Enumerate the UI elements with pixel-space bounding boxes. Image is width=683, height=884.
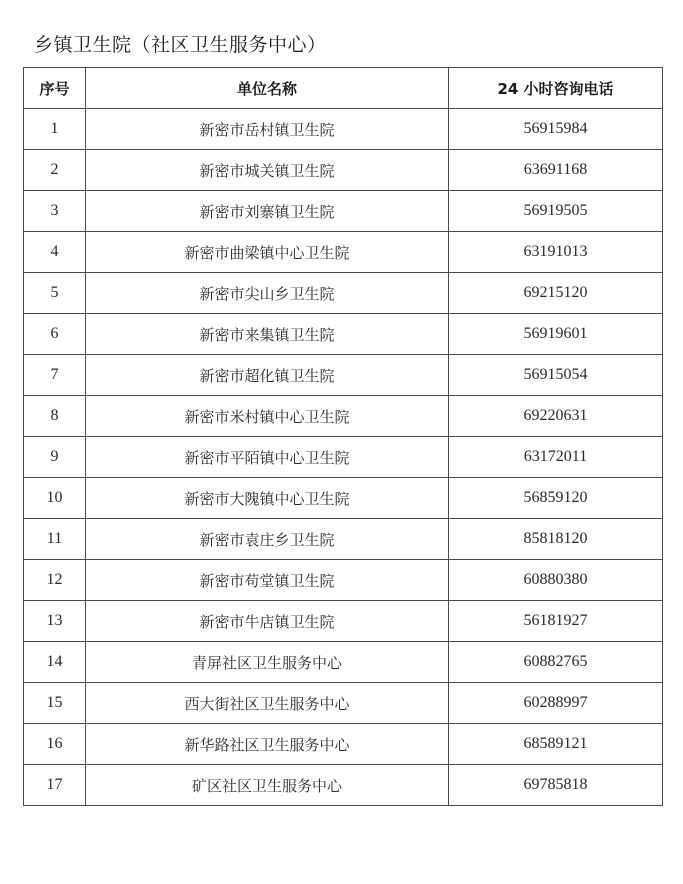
phone-number: 63172011 — [449, 437, 663, 478]
unit-name: 矿区社区卫生服务中心 — [86, 765, 449, 806]
unit-name: 新密市刘寨镇卫生院 — [86, 191, 449, 232]
unit-name: 新密市尖山乡卫生院 — [86, 273, 449, 314]
unit-name: 新密市岳村镇卫生院 — [86, 109, 449, 150]
header-row — [24, 68, 663, 109]
row-number: 6 — [24, 314, 86, 355]
phone-number: 69215120 — [449, 273, 663, 314]
phone-number: 56919505 — [449, 191, 663, 232]
row-number: 3 — [24, 191, 86, 232]
phone-number: 56919601 — [449, 314, 663, 355]
phone-number: 85818120 — [449, 519, 663, 560]
unit-name: 新密市来集镇卫生院 — [86, 314, 449, 355]
row-number: 11 — [24, 519, 86, 560]
unit-name: 新华路社区卫生服务中心 — [86, 724, 449, 765]
phone-number: 69220631 — [449, 396, 663, 437]
unit-name: 青屏社区卫生服务中心 — [86, 642, 449, 683]
row-number: 15 — [24, 683, 86, 724]
row-number: 7 — [24, 355, 86, 396]
table-row — [24, 150, 663, 191]
table-row — [24, 642, 663, 683]
table-row — [24, 396, 663, 437]
table-row — [24, 601, 663, 642]
table-row — [24, 355, 663, 396]
phone-number: 63691168 — [449, 150, 663, 191]
phone-number: 60880380 — [449, 560, 663, 601]
unit-name: 新密市大隗镇中心卫生院 — [86, 478, 449, 519]
column-header-name: 单位名称 — [86, 68, 449, 109]
phone-number: 56859120 — [449, 478, 663, 519]
phone-number: 60288997 — [449, 683, 663, 724]
unit-name: 西大街社区卫生服务中心 — [86, 683, 449, 724]
phone-number: 56915984 — [449, 109, 663, 150]
table-row — [24, 560, 663, 601]
table-row — [24, 191, 663, 232]
row-number: 5 — [24, 273, 86, 314]
row-number: 17 — [24, 765, 86, 806]
table-row — [24, 683, 663, 724]
table-row — [24, 478, 663, 519]
unit-name: 新密市曲梁镇中心卫生院 — [86, 232, 449, 273]
unit-name: 新密市牛店镇卫生院 — [86, 601, 449, 642]
row-number: 13 — [24, 601, 86, 642]
page-title: 乡镇卫生院（社区卫生服务中心） — [34, 34, 327, 56]
phone-number: 69785818 — [449, 765, 663, 806]
phone-number: 68589121 — [449, 724, 663, 765]
table-row — [24, 314, 663, 355]
column-header-phone: 24 小时咨询电话 — [449, 68, 663, 109]
unit-name: 新密市城关镇卫生院 — [86, 150, 449, 191]
unit-name: 新密市米村镇中心卫生院 — [86, 396, 449, 437]
table-header — [24, 68, 663, 109]
row-number: 14 — [24, 642, 86, 683]
unit-name: 新密市平陌镇中心卫生院 — [86, 437, 449, 478]
table-row — [24, 273, 663, 314]
table-row — [24, 109, 663, 150]
row-number: 9 — [24, 437, 86, 478]
health-center-table — [23, 67, 663, 806]
unit-name: 新密市超化镇卫生院 — [86, 355, 449, 396]
phone-number: 60882765 — [449, 642, 663, 683]
row-number: 8 — [24, 396, 86, 437]
row-number: 12 — [24, 560, 86, 601]
phone-number: 56915054 — [449, 355, 663, 396]
table-row — [24, 765, 663, 806]
table-row — [24, 232, 663, 273]
column-header-no: 序号 — [24, 68, 86, 109]
unit-name: 新密市苟堂镇卫生院 — [86, 560, 449, 601]
table-row — [24, 437, 663, 478]
phone-number: 63191013 — [449, 232, 663, 273]
row-number: 2 — [24, 150, 86, 191]
row-number: 1 — [24, 109, 86, 150]
table-row — [24, 519, 663, 560]
phone-number: 56181927 — [449, 601, 663, 642]
table-body — [24, 109, 663, 806]
table-row — [24, 724, 663, 765]
row-number: 10 — [24, 478, 86, 519]
unit-name: 新密市袁庄乡卫生院 — [86, 519, 449, 560]
row-number: 16 — [24, 724, 86, 765]
row-number: 4 — [24, 232, 86, 273]
